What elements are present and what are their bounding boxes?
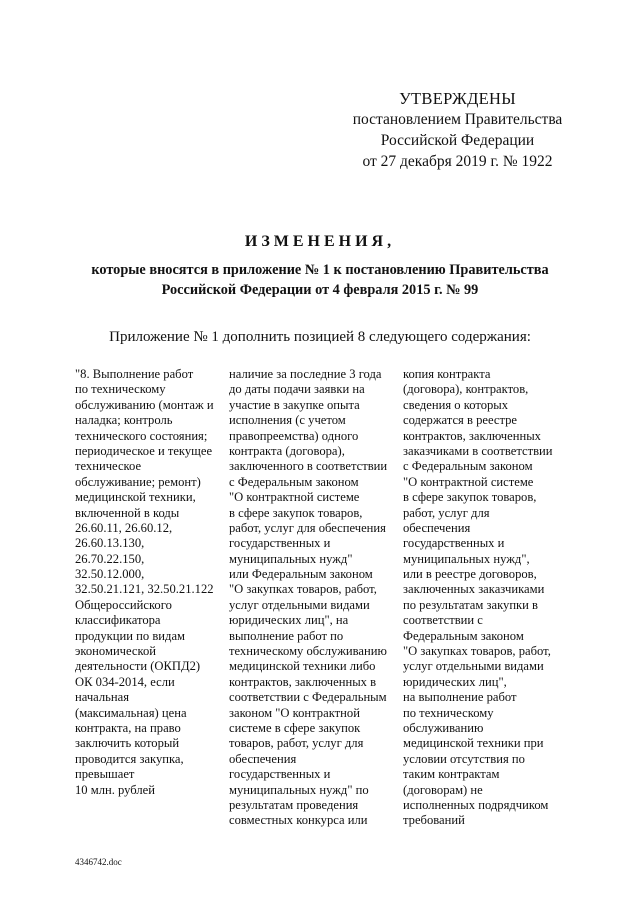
column-line: услуг отдельными видами <box>229 597 370 612</box>
column-line: наличие за последние 3 года <box>229 367 382 381</box>
column-line: 26.70.22.150, <box>75 551 145 566</box>
column-line: исполнения (с учетом <box>229 413 346 428</box>
column-line: обеспечения <box>229 751 297 766</box>
column-line: контрактов, заключенных <box>403 428 541 443</box>
column-line: или Федеральным законом <box>229 567 373 582</box>
column-line: наладка; контроль <box>75 413 173 428</box>
intro-paragraph: Приложение № 1 дополнить позицией 8 следующего содержания: <box>109 329 531 345</box>
column-line: превышает <box>75 767 135 782</box>
column-line: экономической <box>75 644 157 659</box>
column-line: ОК 034-2014, если <box>75 674 175 689</box>
column-line: 32.50.21.121, 32.50.21.122 <box>75 582 214 597</box>
column-line: содержатся в реестре <box>403 413 517 428</box>
column-line: до даты подачи заявки на <box>229 382 365 397</box>
column-line: начальная <box>75 690 130 705</box>
column-line: проводится закупка, <box>75 751 184 766</box>
column-requirements <box>229 367 387 829</box>
column-line: выполнение работ по <box>229 628 344 643</box>
column-line: заключенных заказчиками <box>403 582 545 597</box>
column-line: по техническому <box>75 382 166 397</box>
column-line: требований <box>403 813 465 828</box>
column-line: государственных и <box>229 536 331 551</box>
approval-line-2: Российской Федерации <box>380 132 535 149</box>
column-line: 26.60.13.130, <box>75 536 145 551</box>
document-title: ИЗМЕНЕНИЯ, <box>244 233 396 250</box>
column-line: заключить который <box>75 736 180 751</box>
column-line: участие в закупке опыта <box>229 397 360 412</box>
column-line: периодическое и текущее <box>75 443 213 458</box>
column-line: копия контракта <box>403 367 491 381</box>
column-line: по техническому <box>403 705 494 720</box>
column-line: "О контрактной системе <box>403 474 534 489</box>
column-line: таким контрактам <box>403 767 500 782</box>
column-line: медицинской техники при <box>403 736 544 751</box>
column-line: услуг отдельными видами <box>403 659 544 674</box>
column-line: в сфере закупок товаров, <box>229 505 363 520</box>
column-line: контракта, на право <box>75 720 181 735</box>
column-line: (максимальная) цена <box>75 705 187 720</box>
column-line: юридических лиц", <box>403 674 507 689</box>
subtitle-line-1: которые вносятся в приложение № 1 к постановлению Правительства <box>91 262 549 278</box>
column-line: 10 млн. рублей <box>75 782 156 797</box>
column-line: работ, услуг для обеспечения <box>229 520 386 535</box>
approval-line-1: постановлением Правительства <box>352 111 563 128</box>
column-line: с Федеральным законом <box>403 459 533 474</box>
column-line: "О закупках товаров, работ, <box>229 582 377 597</box>
column-line: государственных и <box>229 767 331 782</box>
column-line: медицинской техники, <box>75 490 196 505</box>
column-line: техническому обслуживанию <box>229 644 387 659</box>
column-line: обслуживанию (монтаж и <box>75 397 214 412</box>
column-line: контрактов, заключенных в <box>229 674 377 689</box>
column-line: "О контрактной системе <box>229 490 360 505</box>
column-line: технического состояния; <box>75 428 208 443</box>
column-line: "О закупках товаров, работ, <box>403 644 551 659</box>
column-line: 32.50.12.000, <box>75 567 145 582</box>
column-line: муниципальных нужд", <box>403 551 530 566</box>
column-line: системе в сфере закупок <box>229 720 361 735</box>
column-line: по результатам закупки в <box>403 597 539 612</box>
column-line: или в реестре договоров, <box>403 567 537 582</box>
approval-heading: УТВЕРЖДЕНЫ <box>399 89 516 108</box>
column-line: с Федеральным законом <box>229 474 359 489</box>
column-line: законом "О контрактной <box>229 705 360 720</box>
column-line: (договора), контрактов, <box>403 382 529 397</box>
column-line: Общероссийского <box>75 597 172 612</box>
document-subtitle <box>60 260 580 300</box>
column-line: 26.60.11, 26.60.12, <box>75 520 173 535</box>
column-line: соответствии с <box>403 613 483 628</box>
column-line: муниципальных нужд" по <box>229 782 369 797</box>
column-line: техническое <box>75 459 142 474</box>
column-line: товаров, работ, услуг для <box>229 736 364 751</box>
column-line: на выполнение работ <box>403 690 517 705</box>
approval-line-3: от 27 декабря 2019 г. № 1922 <box>362 153 553 170</box>
column-line: совместных конкурса или <box>229 813 368 828</box>
column-line: муниципальных нужд" <box>229 551 353 566</box>
column-line: заключенного в соответствии <box>229 459 388 474</box>
column-line: работ, услуг для <box>403 505 490 520</box>
column-line: условии отсутствия по <box>403 751 525 766</box>
column-line: включенной в коды <box>75 505 180 520</box>
column-line: правопреемства) одного <box>229 428 359 443</box>
column-line: исполненных подрядчиком <box>403 797 549 812</box>
subtitle-line-2: Российской Федерации от 4 февраля 2015 г. № 99 <box>161 282 479 298</box>
column-line: продукции по видам <box>75 628 185 643</box>
column-line: обслуживание; ремонт) <box>75 474 201 489</box>
column-work-description <box>75 367 214 798</box>
column-line: контракта (договора), <box>229 443 345 458</box>
column-line: Федеральным законом <box>403 628 524 643</box>
column-line: сведения о которых <box>403 397 509 412</box>
column-line: в сфере закупок товаров, <box>403 490 537 505</box>
column-line: классификатора <box>75 613 161 628</box>
file-name-footer: 4346742.doc <box>75 857 122 867</box>
column-documents <box>403 367 553 829</box>
approval-block <box>320 88 595 172</box>
column-line: заказчиками в соответствии <box>403 443 553 458</box>
column-line: результатам проведения <box>229 797 359 812</box>
column-line: обслуживанию <box>403 720 484 735</box>
column-line: юридических лиц", на <box>229 613 349 628</box>
column-line: (договорам) не <box>403 782 483 797</box>
column-line: медицинской техники либо <box>229 659 376 674</box>
column-line: соответствии с Федеральным <box>229 690 387 705</box>
column-line: обеспечения <box>403 520 471 535</box>
column-line: "8. Выполнение работ <box>75 367 194 381</box>
column-line: деятельности (ОКПД2) <box>75 659 201 674</box>
column-line: государственных и <box>403 536 505 551</box>
